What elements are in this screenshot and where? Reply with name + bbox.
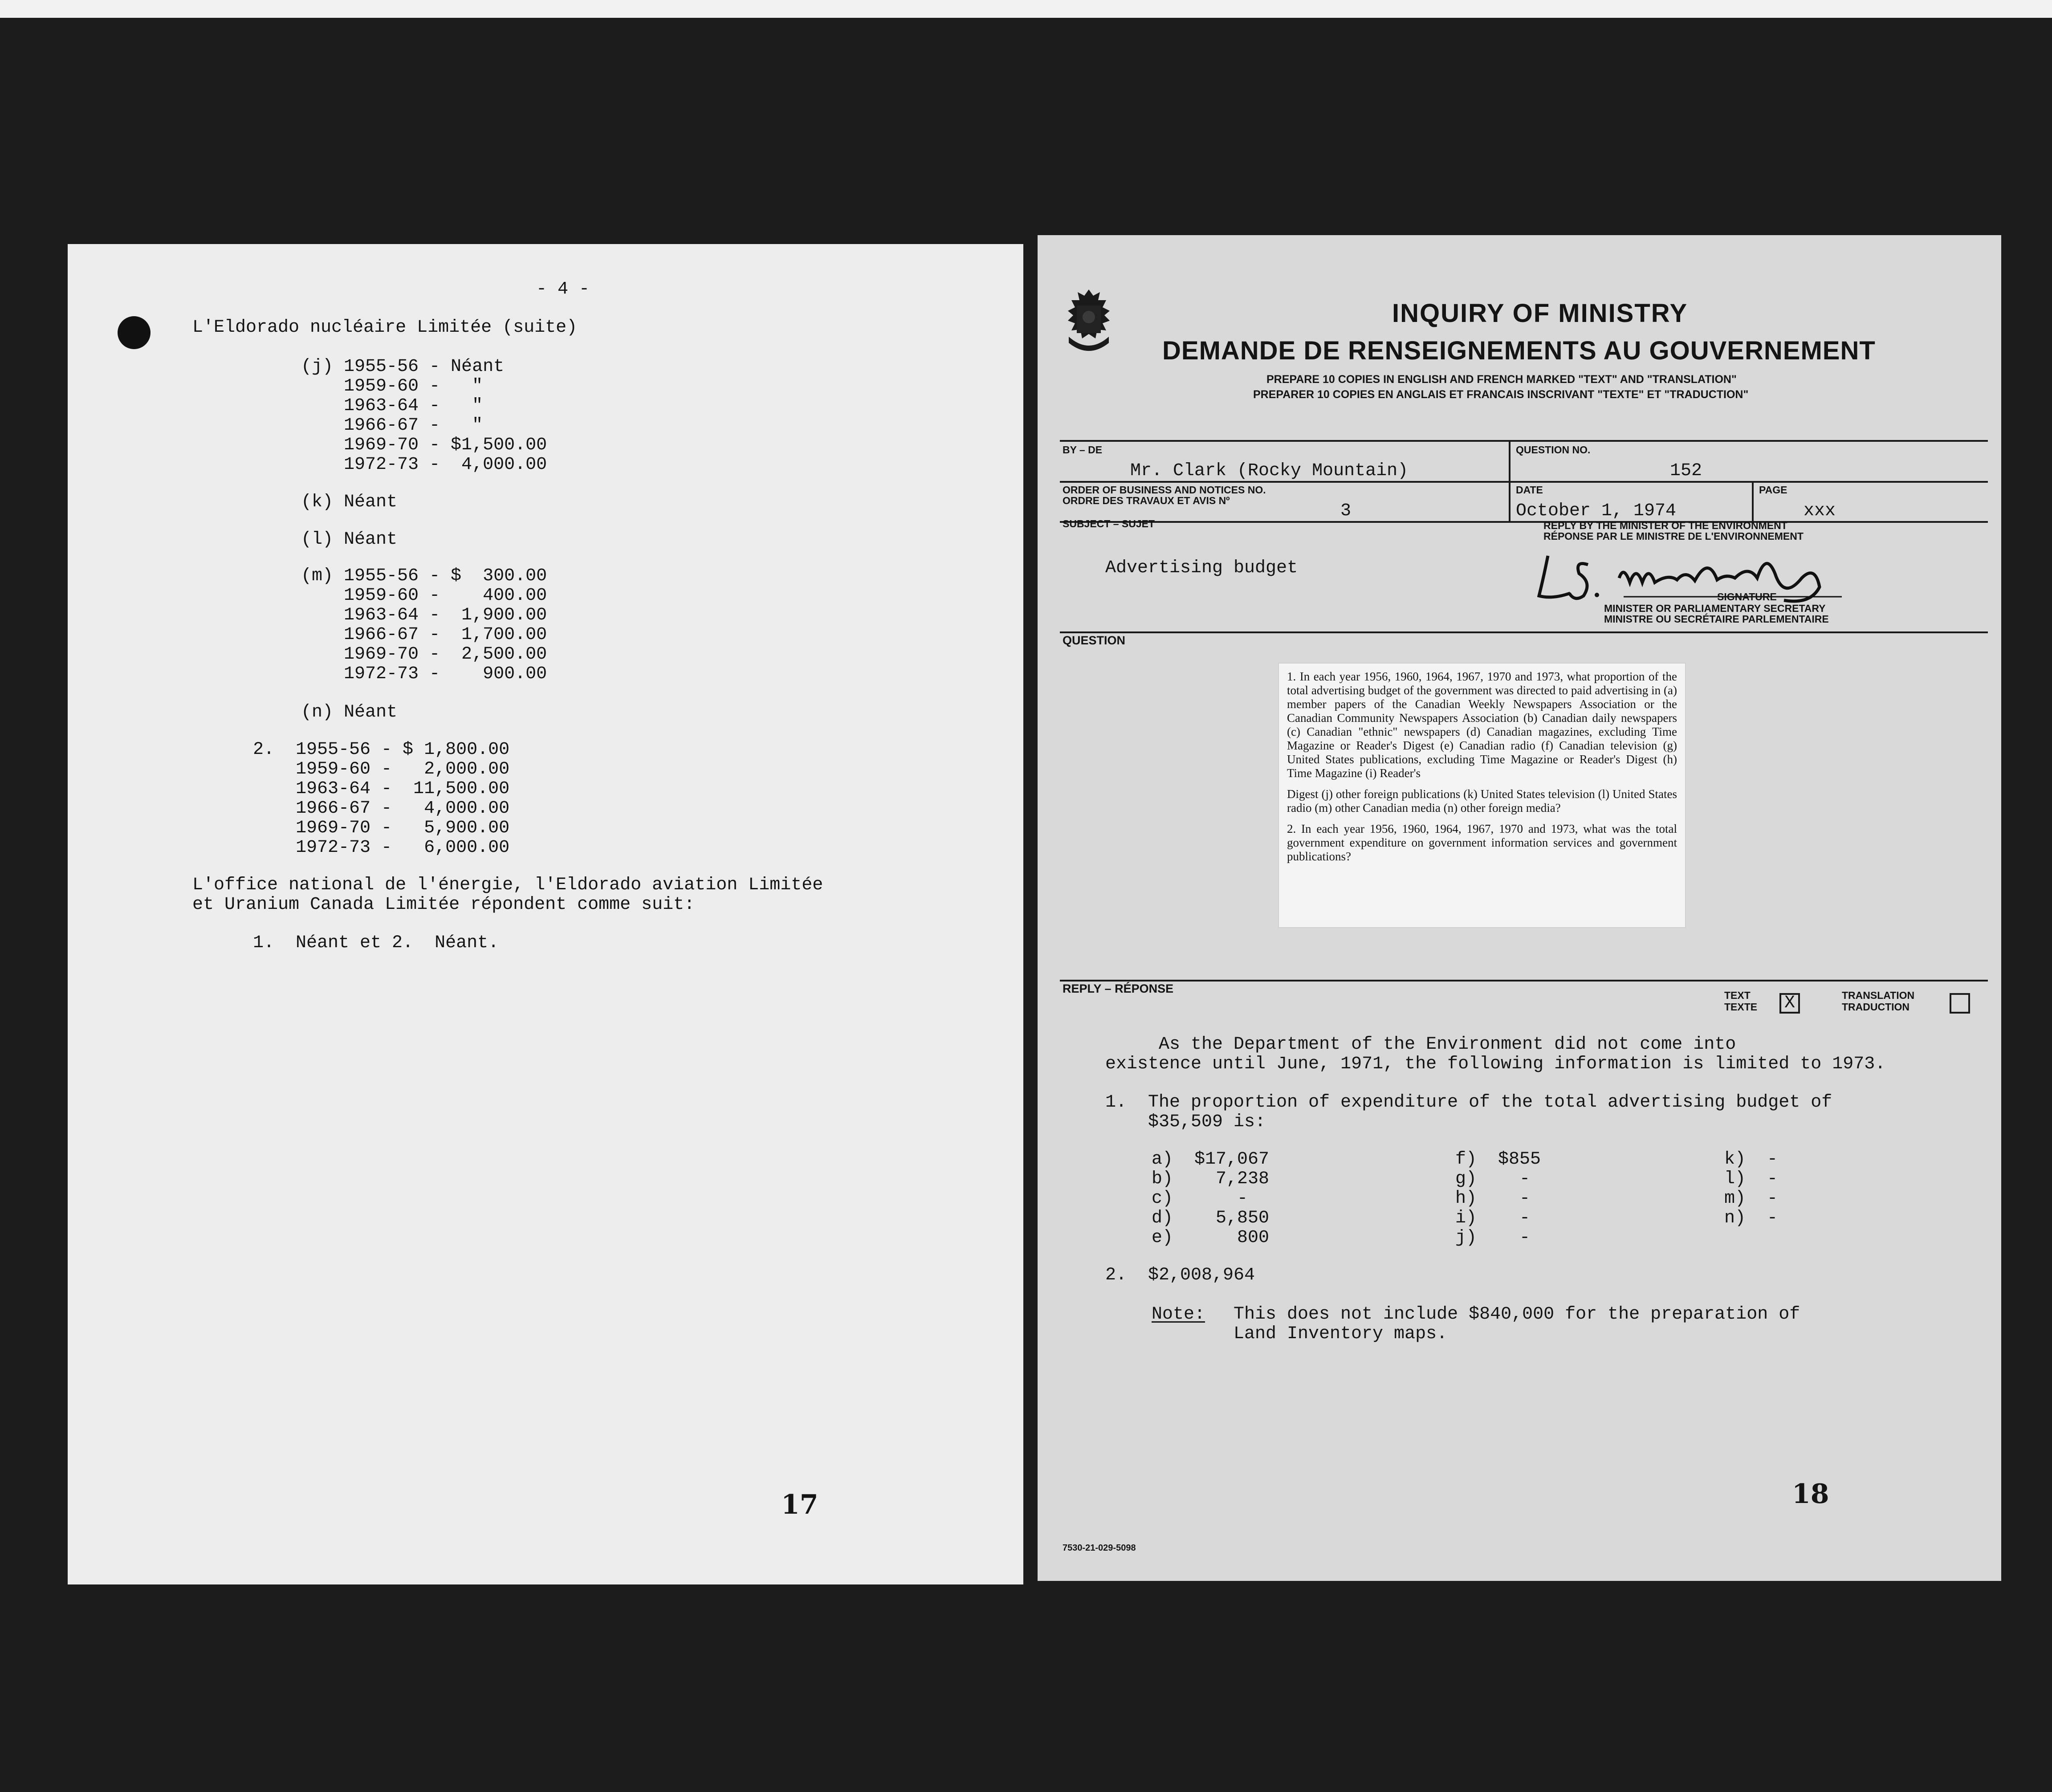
instruction-en: PREPARE 10 COPIES IN ENGLISH AND FRENCH MARKED "TEXT" AND "TRANSLATION" [1266,373,1737,386]
date-label: DATE [1516,484,1543,496]
form-rule [1060,980,1988,982]
question-paragraph-1: 1. In each year 1956, 1960, 1964, 1967, 1970 and 1973, what proportion of the total advertising budget of the government was directed to paid advertising in (a) member papers of the Canadian Weekly Newspapers Association or the Canadian Community Newspapers Association (b) Canadian daily newspapers (c) Canadian "ethnic" newspapers (d) Canadian magazines, excluding Time Magazine or Reader's Digest (e) Canadian radio (f) Canadian television (g) United States publications, excluding Time Magazine or Reader's Digest (h) Time Magazine (i) Reader's [1287,670,1677,780]
text-line: 1972-73 - 4,000.00 [301,455,547,475]
instruction-fr: PREPARER 10 COPIES EN ANGLAIS ET FRANCAIS INSCRIVANT "TEXTE" ET "TRADUCTION" [1253,388,1749,401]
item-1-line: $35,509 is: [1105,1112,1266,1132]
answer-row: d) 5,850 [1152,1208,1270,1228]
text-line: 1969-70 - $1,500.00 [301,435,547,455]
intro-line: existence until June, 1971, the following information is limited to 1973. [1105,1054,1886,1074]
form-divider [1509,440,1510,522]
item-n: (n) Néant [301,702,398,722]
page-number: 18 [1792,1478,1829,1510]
text-line: 1966-67 - " [301,415,483,436]
subject-label: SUBJECT – SUJET [1063,518,1155,529]
reply-by-en: REPLY BY THE MINISTER OF THE ENVIRONMENT [1543,520,1787,531]
subject-value: Advertising budget [1105,558,1298,578]
answer-row: c) - [1152,1189,1248,1209]
minister-label-en: MINISTER OR PARLIAMENTARY SECRETARY [1604,603,1826,614]
answer-row: g) - [1455,1169,1531,1189]
text-line: 1963-64 - 1,900.00 [301,605,547,625]
answer-row: l) - [1724,1169,1778,1189]
text-line: 1969-70 - 5,900.00 [253,818,510,838]
signature-label: SIGNATURE [1717,591,1777,603]
note-line: This does not include $840,000 for the preparation of [1234,1304,1800,1324]
order-value: 3 [1340,501,1352,521]
answer-row: b) 7,238 [1152,1169,1270,1189]
page-label: PAGE [1759,484,1787,496]
form-rule [1060,631,1988,633]
text-line: (m) 1955-56 - $ 300.00 [301,566,547,586]
text-checkbox-label: TEXT TEXTE [1724,990,1758,1013]
translation-checkbox-label: TRANSLATION TRADUCTION [1842,990,1915,1013]
answer-row: m) - [1724,1189,1778,1209]
order-label-en: ORDER OF BUSINESS AND NOTICES NO. [1063,484,1266,496]
answer-row: e) 800 [1152,1228,1270,1248]
answer-row: j) - [1455,1228,1531,1248]
text-line: 1959-60 - " [301,376,483,396]
page-value: xxx [1804,501,1836,521]
note-label-text: Note: [1152,1304,1205,1324]
text-line: 1972-73 - 6,000.00 [253,838,510,858]
translation-checkbox[interactable] [1950,993,1970,1014]
text-checkbox[interactable]: X [1779,993,1800,1014]
note-label [1152,1305,1205,1324]
by-label: BY – DE [1063,444,1103,456]
question-text-box [1278,663,1686,928]
by-value: Mr. Clark (Rocky Mountain) [1130,461,1409,481]
reply-label: REPLY – RÉPONSE [1063,982,1174,995]
text-line: 1969-70 - 2,500.00 [301,644,547,664]
item-l: (l) Néant [301,529,398,550]
text-line: 1959-60 - 400.00 [301,586,547,606]
answer-row: i) - [1455,1208,1531,1228]
question-paragraph-2: 2. In each year 1956, 1960, 1964, 1967, 1970 and 1973, what was the total government expenditure on government information services and government publications? [1287,822,1677,863]
form-number: 7530-21-029-5098 [1063,1543,1136,1553]
form-divider [1752,481,1754,522]
form-rule [1060,521,1988,523]
handwritten-signature [1535,547,1846,609]
page-header: - 4 - [536,279,590,299]
item-k: (k) Néant [301,492,398,512]
question-label: QUESTION [1063,634,1126,647]
text-line: 1963-64 - " [301,396,483,416]
paragraph-line: et Uranium Canada Limitée répondent comme suit: [192,895,695,915]
right-document-page [1038,235,2001,1581]
answer-row: n) - [1724,1208,1778,1228]
answer-row: k) - [1724,1149,1778,1169]
reply-by-fr: RÉPONSE PAR LE MINISTRE DE L'ENVIRONNEMENT [1543,530,1804,542]
text-line: 1963-64 - 11,500.00 [253,779,510,799]
form-rule [1060,440,1988,442]
question-no-label: QUESTION NO. [1516,444,1591,456]
item-1-line: 1. The proportion of expenditure of the total advertising budget of [1105,1092,1832,1112]
top-light-band [0,0,2052,18]
question-paragraph-1-continued: Digest (j) other foreign publications (k) United States television (l) United States radio (m) other Canadian media (n) other foreign media? [1287,787,1677,815]
final-line: 1. Néant et 2. Néant. [253,933,499,953]
page-number: 17 [781,1489,818,1520]
form-title-fr: DEMANDE DE RENSEIGNEMENTS AU GOUVERNEMENT [1162,336,1876,365]
date-value: October 1, 1974 [1516,501,1677,521]
answer-row: h) - [1455,1189,1531,1209]
order-label-fr: ORDRE DES TRAVAUX ET AVIS Nº [1063,495,1230,506]
answer-row: a) $17,067 [1152,1149,1270,1169]
text-line: 1972-73 - 900.00 [301,664,547,684]
text-line: (j) 1955-56 - Néant [301,357,505,377]
section-title: L'Eldorado nucléaire Limitée (suite) [192,318,578,338]
intro-line: As the Department of the Environment did not come into [1105,1034,1736,1055]
punch-hole [118,316,151,349]
question-no-value: 152 [1670,461,1702,481]
item-2: 2. $2,008,964 [1105,1265,1255,1285]
text-line: 2. 1955-56 - $ 1,800.00 [253,740,510,760]
coat-of-arms-icon [1060,288,1118,354]
form-title-en: INQUIRY OF MINISTRY [1392,299,1688,328]
text-line: 1966-67 - 1,700.00 [301,625,547,645]
text-line: 1959-60 - 2,000.00 [253,759,510,779]
note-line: Land Inventory maps. [1234,1324,1448,1344]
form-rule [1060,481,1988,483]
minister-label-fr: MINISTRE OU SECRÉTAIRE PARLEMENTAIRE [1604,613,1829,625]
answer-row: f) $855 [1455,1149,1541,1169]
text-line: 1966-67 - 4,000.00 [253,798,510,819]
left-document-page [68,244,1023,1584]
paragraph-line: L'office national de l'énergie, l'Eldorado aviation Limitée [192,875,823,895]
